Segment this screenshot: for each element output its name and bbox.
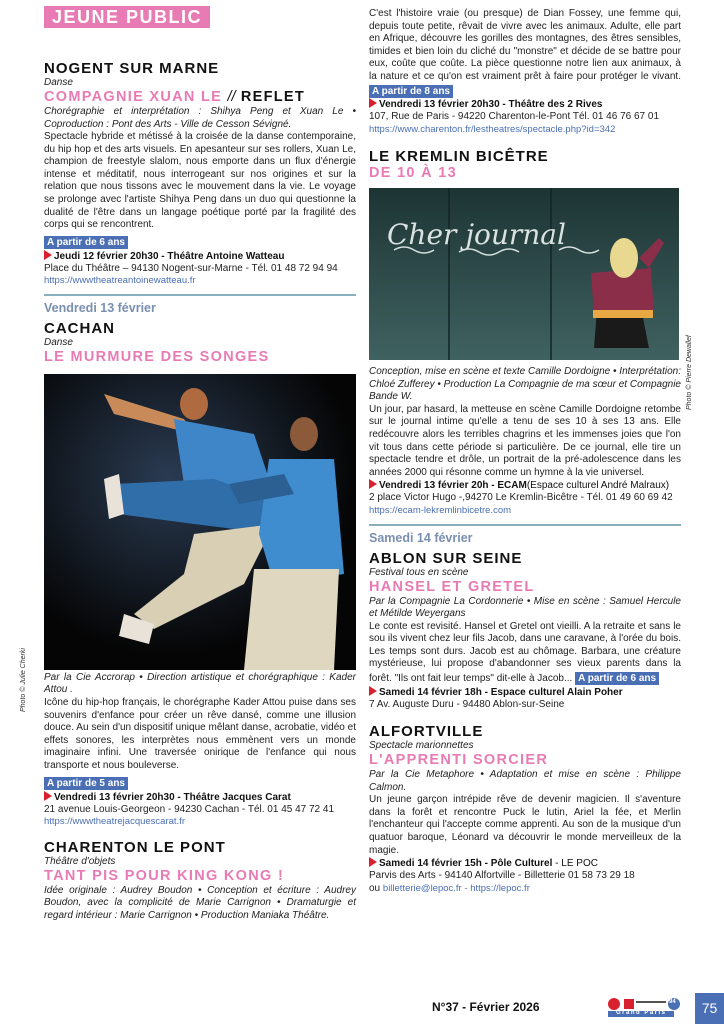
right-column [369,8,681,895]
description: Un jour, par hasard, la metteuse en scène Camille Dordoigne retombe sur le journal intime qu'elle a tenu de ses 10 à ses 13 ans. Elle redécouvre alors les terribles chagrins et les immenses joies que l'on vit tous dans cette période si particulière. De ce journal, elle tire un spectacle tendre et drôle, un portrait de la pré-adolescence dans les années 2000 qui résonne comme un hymne à la vie universel. [369,403,681,478]
datetime-text: Samedi 14 février 15h - Pôle Culturel [379,858,553,870]
genre: Spectacle marionnettes [369,740,474,752]
website-link[interactable]: https://wwwtheatrejacquescarat.fr [44,816,185,828]
website-link[interactable]: https://www.charenton.fr/lestheatres/spectacle.php?id=342 [369,123,616,135]
arrow-icon [44,791,52,801]
divider [369,524,681,526]
event-charenton [44,839,356,923]
address: 7 Av. Auguste Duru - 94480 Ablon-sur-Seine [369,698,565,710]
age-badge: A partir de 8 ans [369,85,453,98]
genre: Danse [44,336,73,348]
event-nogent [44,60,356,288]
photo-credit: Photo © Julie Cherki [20,648,27,712]
date-heading: Samedi 14 février [369,530,473,545]
chalkboard-image [369,188,679,360]
show-title: HANSEL ET GRETEL [369,578,535,595]
datetime-text: Samedi 14 février 18h - Espace culturel Alain Poher [379,686,623,698]
event-datetime [44,250,356,263]
website-link[interactable]: https://lepoc.fr [470,882,530,894]
genre: Danse [44,77,73,88]
description: Un jeune garçon intrépide rêve de devenir magicien. Il s'aventure dans la forêt et rencontre Puck le lutin, Ariel la fée, et Merlin l'enchanteur qui l'accepte comme apprenti. Au son de la musique d'un quatuor baroque, Léonard va découvrir le monde merveilleux de la magie. [369,794,681,856]
event-datetime [369,98,681,111]
dancers-image [44,374,356,670]
venue-detail: - LE POC [552,858,598,870]
website-link[interactable]: https://wwwtheatreantoinewatteau.fr [44,275,196,287]
event-kremlin [369,148,681,517]
arrow-icon [44,250,52,260]
credits: Chorégraphie et interprétation : Shihya Peng et Xuan Le • Coproduction : Pont des Arts - Ville de Cesson Sévigné. [44,106,356,130]
event-charenton-continued [369,8,681,136]
magazine-logo [606,996,682,1018]
event-ablon [369,550,681,712]
journal-photo [369,188,679,360]
credits: Conception, mise en scène et texte Camille Dordoigne • Interprétation: Chloé Zufferey • Production La Compagnie de ma sœur et Compagnie Bande W. [369,366,682,403]
age-badge: A partir de 6 ans [575,672,659,685]
event-datetime [369,686,681,699]
website-link[interactable]: https://ecam-lekremlinbicetre.com [369,505,512,516]
show-name: REFLET [240,89,306,105]
datetime-text: Vendredi 13 février 20h - ECAM [379,480,527,492]
datetime-text: Jeudi 12 février 20h30 - Théâtre Antoine Watteau [54,250,285,262]
show-title: DE 10 À 13 [369,165,457,182]
city-heading: NOGENT SUR MARNE [44,60,220,77]
description: Spectacle hybride et métissé à la croisée de la danse contemporaine, du hip hop et des arts visuels. En apesanteur sur ses rollers, Xuan Le, champion de freestyle slalom, nous emporte dans un flux d'énergie intense et méditatif, nous interrogeant sur nos origines et sur la relation que nous tissons avec le mouvement dans la vie. Le voyage se prolonge avec l'artiste Shihya Peng dans un duo qui questionne la dualité de l'être dans un langage poétique porté par la fragilité des corps qui se rencontrent. [44,131,356,231]
credits: Par la Cie Metaphore • Adaptation et mise en scène : Philippe Calmon. [369,769,681,793]
venue-detail: (Espace culturel André Malraux) [526,480,670,492]
address: 2 place Victor Hugo -,94270 Le Kremlin-Bicêtre - Tél. 01 49 60 69 42 [369,492,673,504]
credits: Par la Compagnie La Cordonnerie • Mise en scène : Samuel Hercule et Métilde Weyergans [369,595,681,620]
event-datetime [44,791,356,804]
event-cachan [44,320,356,829]
section-label: JEUNE PUBLIC [44,6,210,28]
contact-line [369,883,681,896]
link-separator: - [461,882,471,894]
arrow-icon [369,686,377,696]
description: Icône du hip-hop français, le chorégraphe Kader Attou puise dans ses souvenirs d'enfance pour créer un rêve dansé, comme une illusion douce. Au sein d'un dispositif unique mêlant danse, acrobatie, vidéo et effets sonores, les interprètes nous emmènent vers un monde imaginaire infini. Une traversée onirique de l'enfance qui nous transporte et nous bouleverse. [44,696,356,771]
event-datetime [369,857,681,870]
left-column [44,60,356,922]
datetime-text: Vendredi 13 février 20h30 - Théâtre Jacques Carat [54,791,291,803]
contact-prefix: ou [369,882,381,894]
email-link[interactable]: billetterie@lepoc.fr [382,882,462,894]
address: 21 avenue Louis-Georgeon - 94230 Cachan - Tél. 01 45 47 72 41 [44,803,335,815]
event-datetime [369,479,681,492]
date-heading: Vendredi 13 février [44,300,156,315]
address: Place du Théâtre – 94130 Nogent-sur-Marne - Tél. 01 48 72 94 94 [44,262,338,274]
credits: Idée originale : Audrey Boudon • Conception et écriture : Audrey Boudon, avec la complicité de Marie Carrignon • Dramaturgie et regard intérieur : Marie Carrignon • Production Maniaka Théâtre. [44,884,356,921]
show-company: COMPAGNIE XUAN LE [44,89,223,105]
credits: Par la Cie Accrorap • Direction artistique et chorégraphique : Kader Attou . [44,671,356,696]
description-text: C'est l'histoire vraie (ou presque) de Dian Fossey, une femme qui, depuis toute petite, rêvait de vivre avec les animaux. Adulte, elle part en Afrique, découvre les gorilles des montagnes, des êtres sensibles, timides et bien loin du cliché du "monstre" et décide de se battre pour eux, coûte que coûte. La pièce questionne notre lien aux animaux, à la nature et ce qu'on est vraiment prêt à faire pour protéger le vivant. [369,8,681,82]
city-heading: ALFORTVILLE [369,723,484,741]
city-heading: ABLON SUR SEINE [369,549,523,567]
city-heading: CACHAN [44,319,115,337]
show-title: L'APPRENTI SORCIER [369,752,549,769]
show-title [44,89,356,106]
age-badge: A partir de 5 ans [44,777,128,790]
divider [44,294,356,296]
arrow-icon [369,479,377,489]
address: Parvis des Arts - 94140 Alfortville - Billetterie 01 58 73 29 18 [369,870,635,882]
show-title: LE MURMURE DES SONGES [44,348,270,365]
chalk-text: Cher journal [387,218,566,252]
arrow-icon [369,98,377,108]
description [369,621,681,686]
photo-credit: Photo © Pierre Dewallef [686,335,693,410]
datetime-text: Vendredi 13 février 20h30 - Théâtre des 2 Rives [379,99,603,111]
address: 107, Rue de Paris - 94220 Charenton-le-Pont Tél. 01 46 76 67 01 [369,111,660,123]
title-separator: // [227,89,236,105]
genre: Théâtre d'objets [44,855,116,867]
description-text: Le conte est revisité. Hansel et Gretel ont vieilli. A la retraite et sans le sou ils vivent chez leur fils Jacob, dans une caravane, à l'orée du bois. Les temps sont durs. Jacob est au chômage. Barbara, une créature mystérieuse, lui propose d'abandonner ses vieux parents dans la forêt. "Ils ont fait leur temps" dit-elle à Jacob... [369,620,681,684]
genre: Festival tous en scène [369,566,469,578]
show-title: TANT PIS POUR KING KONG ! [44,867,285,884]
event-alfortville [369,723,681,895]
page-number: 75 [695,993,724,1024]
dance-photo [44,374,356,670]
age-badge: A partir de 6 ans [44,236,128,249]
city-heading: LE KREMLIN BICÊTRE [369,148,549,166]
issue-label: N°37 - Février 2026 [432,1000,540,1014]
logo-badge: 94 [669,999,676,1005]
city-heading: CHARENTON LE PONT [44,838,226,856]
description [369,8,681,98]
logo-text: Grand Paris [616,1010,667,1016]
arrow-icon [369,857,377,867]
